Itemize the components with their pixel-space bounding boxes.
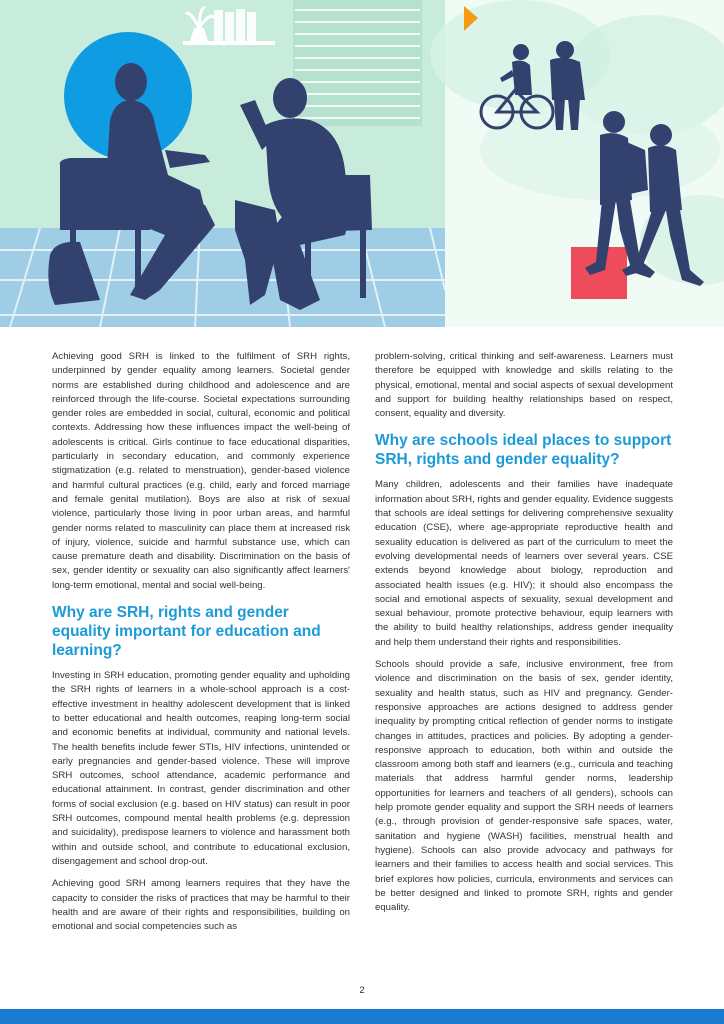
body-paragraph: Investing in SRH education, promoting gender equality and upholding the SRH rights of learners in a whole-school approach is a cost-effective investment in healthy adolescent development that is linked to better educational and health outcomes, reaping long-term social and economic benefits at individual, community and national levels. The health benefits include fewer STIs, HIV infections, unintended or early pregnancies and gender-based violence. These will improve SRH outcomes, school attendance, academic performance and educational attainment. In contrast, gender discrimination and other forms of social exclusion (e.g. based on HIV status) can result in poor SRH outcomes, compound mental health problems (e.g. depression and suicidality), predispose learners to violence and harassment both within and outside school, and contribute to educational exclusion, disengagement and school drop-out.	[52, 670, 350, 867]
section-heading: Why are schools ideal places to support SRH, rights and gender equality?	[375, 432, 672, 469]
body-paragraph: problem-solving, critical thinking and self-awareness. Learners must therefore be equipped with knowledge and skills relating to the physical, emotional, mental and social aspects of sexual development and support for building healthy relationships based on respect, consent, equality and diversity.	[375, 351, 673, 420]
body-paragraph: Schools should provide a safe, inclusive environment, free from violence and discrimination on the basis of sex, gender identity, sexuality and health status, such as HIV and pregnancy. Gender-responsive approaches are actions designed to address gender inequality by prompting critical reflection of gender norms to instigate changes in attitudes, practices and policies. By adopting a gender-responsive approach to education, both within and outside the classroom among both staff and learners (e.g., curricula and teaching materials that address harmful gender norms, leadership opportunities for learners and teachers of all genders), schools can help promote gender equality and support the SRH needs of learners (e.g., through provision of gender-responsive safe spaces, water, sanitation and hygiene (WASH) facilities, menstrual health and hygiene). Schools can also provide advocacy and pathways for learners and their families to access health and social services. This brief explores how policies, curricula, environments and services can be better designed and linked to promote SRH, rights and gender equality.	[375, 659, 673, 914]
header-illustration	[0, 0, 724, 327]
window-blinds-icon	[293, 0, 422, 126]
footer-bar	[0, 1009, 724, 1024]
body-paragraph: Achieving good SRH among learners requires that they have the capacity to consider the risks of practices that may be harmful to their health and are aware of their rights and responsibilities, building on emotional and social competencies such as	[52, 878, 350, 933]
right-column	[375, 350, 673, 923]
body-paragraph: Achieving good SRH is linked to the fulfilment of SRH rights, underpinned by gender equality among learners. Societal gender norms are established during childhood and adolescence and are reinforced through the life-course. Societal expectations surrounding gender roles are embedded in social, cultural, economic and political contexts. Addressing how these influences impact the well-being of adolescents is critical. Girls continue to face educational disparities, particularly in secondary education, and commonly experience stigmatization (e.g. related to menstruation), gender-based violence and harmful cultural practices (e.g. child, early and forced marriage and female genital mutilation). Boys are also at risk of sexual violence, particularly those living in poor urban areas, and harmful gender norms related to masculinity can place them at increased risk of injury, violence, suicide and harmful substance use, which can cause premature death and disability. Discrimination on the basis of sex, gender identity or sexuality can also significantly affect learners' long-term emotional, mental and social well-being.	[52, 351, 350, 591]
section-heading: Why are SRH, rights and gender equality important for education and learning?	[52, 604, 321, 660]
left-column	[52, 350, 350, 942]
page-number: 2	[359, 985, 365, 996]
body-paragraph: Many children, adolescents and their families have inadequate information about SRH, rights and gender equality. Evidence suggests that schools are ideal settings for delivering comprehensive sexuality education (CSE), where age-appropriate reproductive health and sexuality education is delivered as part of the curriculum to meet the evolving developmental needs of learners over several years. CSE extends beyond knowledge about biology, reproduction and associated health issues (e.g. HIV); it should also encompass the social and emotional aspects of sexuality, sexual development and sexual behaviour, promote protective behaviour, equip learners with the ability to build healthy relationships, address gender inequality and help them understand their rights and responsibilities.	[375, 479, 673, 648]
